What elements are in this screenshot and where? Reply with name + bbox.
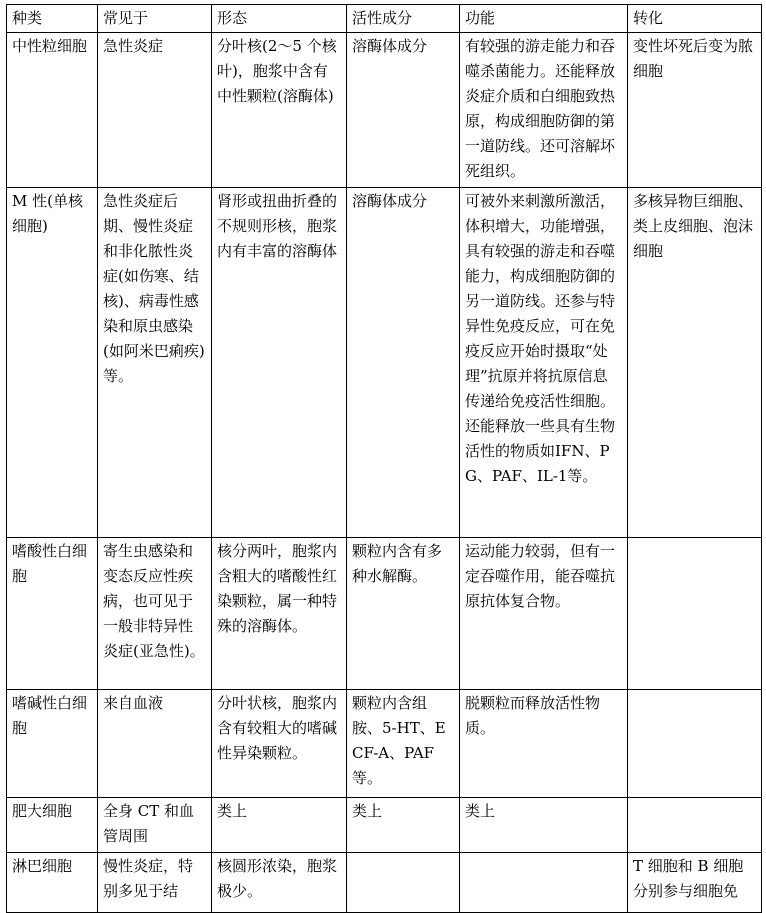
cell-seen-in: 来自血液 (98, 690, 212, 798)
cell-function (460, 853, 628, 913)
cell-type: 嗜酸性白细胞 (7, 538, 98, 690)
cell-morphology: 核圆形浓染，胞浆极少。 (212, 853, 347, 913)
cell-type: 嗜碱性白细胞 (7, 690, 98, 798)
cell-active: 颗粒内含组胺、5-HT、ECF-A、PAF等。 (347, 690, 460, 798)
cell-active: 溶酶体成分 (347, 188, 460, 538)
cell-function: 可被外来刺激所激活，体积增大，功能增强，具有较强的游走和吞噬能力，构成细胞防御的另一道防线。还参与特异性免疫反应，可在免疫反应开始时摄取“处理”抗原并将抗原信息传递给免疫活性细胞。还能释放一些具有生物活性的物质如IFN、PG、PAF、IL-1等。 (460, 188, 628, 538)
cell-type: 淋巴细胞 (7, 853, 98, 913)
cell-seen-in: 慢性炎症，特别多见于结 (98, 853, 212, 913)
header-cell: 活性成分 (347, 5, 460, 33)
cell-active (347, 853, 460, 913)
cell-function: 类上 (460, 798, 628, 853)
header-cell: 种类 (7, 5, 98, 33)
table-row (7, 188, 762, 538)
table-row (7, 853, 762, 913)
cell-seen-in: 寄生虫感染和变态反应性疾病，也可见于一般非特异性炎症(亚急性)。 (98, 538, 212, 690)
cell-morphology: 核分两叶，胞浆内含粗大的嗜酸性红染颗粒，属一种特殊的溶酶体。 (212, 538, 347, 690)
cell-morphology: 分叶核(2～5 个核叶)，胞浆中含有中性颗粒(溶酶体) (212, 33, 347, 188)
header-cell: 形态 (212, 5, 347, 33)
cell-active: 颗粒内含有多种水解酶。 (347, 538, 460, 690)
cell-function: 运动能力较弱，但有一定吞噬作用，能吞噬抗原抗体复合物。 (460, 538, 628, 690)
cell-transform: 变性坏死后变为脓细胞 (628, 33, 762, 188)
cell-seen-in: 急性炎症后期、慢性炎症和非化脓性炎症(如伤寒、结核)、病毒性感染和原虫感染(如阿米巴痢疾)等。 (98, 188, 212, 538)
cell-morphology: 肾形或扭曲折叠的不规则形核，胞浆内有丰富的溶酶体 (212, 188, 347, 538)
table-header-row (7, 5, 762, 33)
table-row (7, 33, 762, 188)
cell-function: 脱颗粒而释放活性物质。 (460, 690, 628, 798)
cell-transform: 多核异物巨细胞、类上皮细胞、泡沫细胞 (628, 188, 762, 538)
header-cell: 转化 (628, 5, 762, 33)
cell-morphology: 类上 (212, 798, 347, 853)
cell-transform (628, 538, 762, 690)
header-cell: 常见于 (98, 5, 212, 33)
header-cell: 功能 (460, 5, 628, 33)
cell-function: 有较强的游走能力和吞噬杀菌能力。还能释放炎症介质和白细胞致热原，构成细胞防御的第一道防线。还可溶解坏死组织。 (460, 33, 628, 188)
cell-seen-in: 全身 CT 和血管周围 (98, 798, 212, 853)
table-row (7, 538, 762, 690)
cell-active: 溶酶体成分 (347, 33, 460, 188)
cell-morphology: 分叶状核，胞浆内含有较粗大的嗜碱性异染颗粒。 (212, 690, 347, 798)
cell-transform (628, 690, 762, 798)
cell-transform: T 细胞和 B 细胞分别参与细胞免 (628, 853, 762, 913)
cell-active: 类上 (347, 798, 460, 853)
cell-seen-in: 急性炎症 (98, 33, 212, 188)
cell-type: 中性粒细胞 (7, 33, 98, 188)
table-row (7, 798, 762, 853)
cell-transform (628, 798, 762, 853)
cell-type: 肥大细胞 (7, 798, 98, 853)
table-row (7, 690, 762, 798)
cell-type: M 性(单核细胞) (7, 188, 98, 538)
leukocyte-table (6, 4, 762, 913)
